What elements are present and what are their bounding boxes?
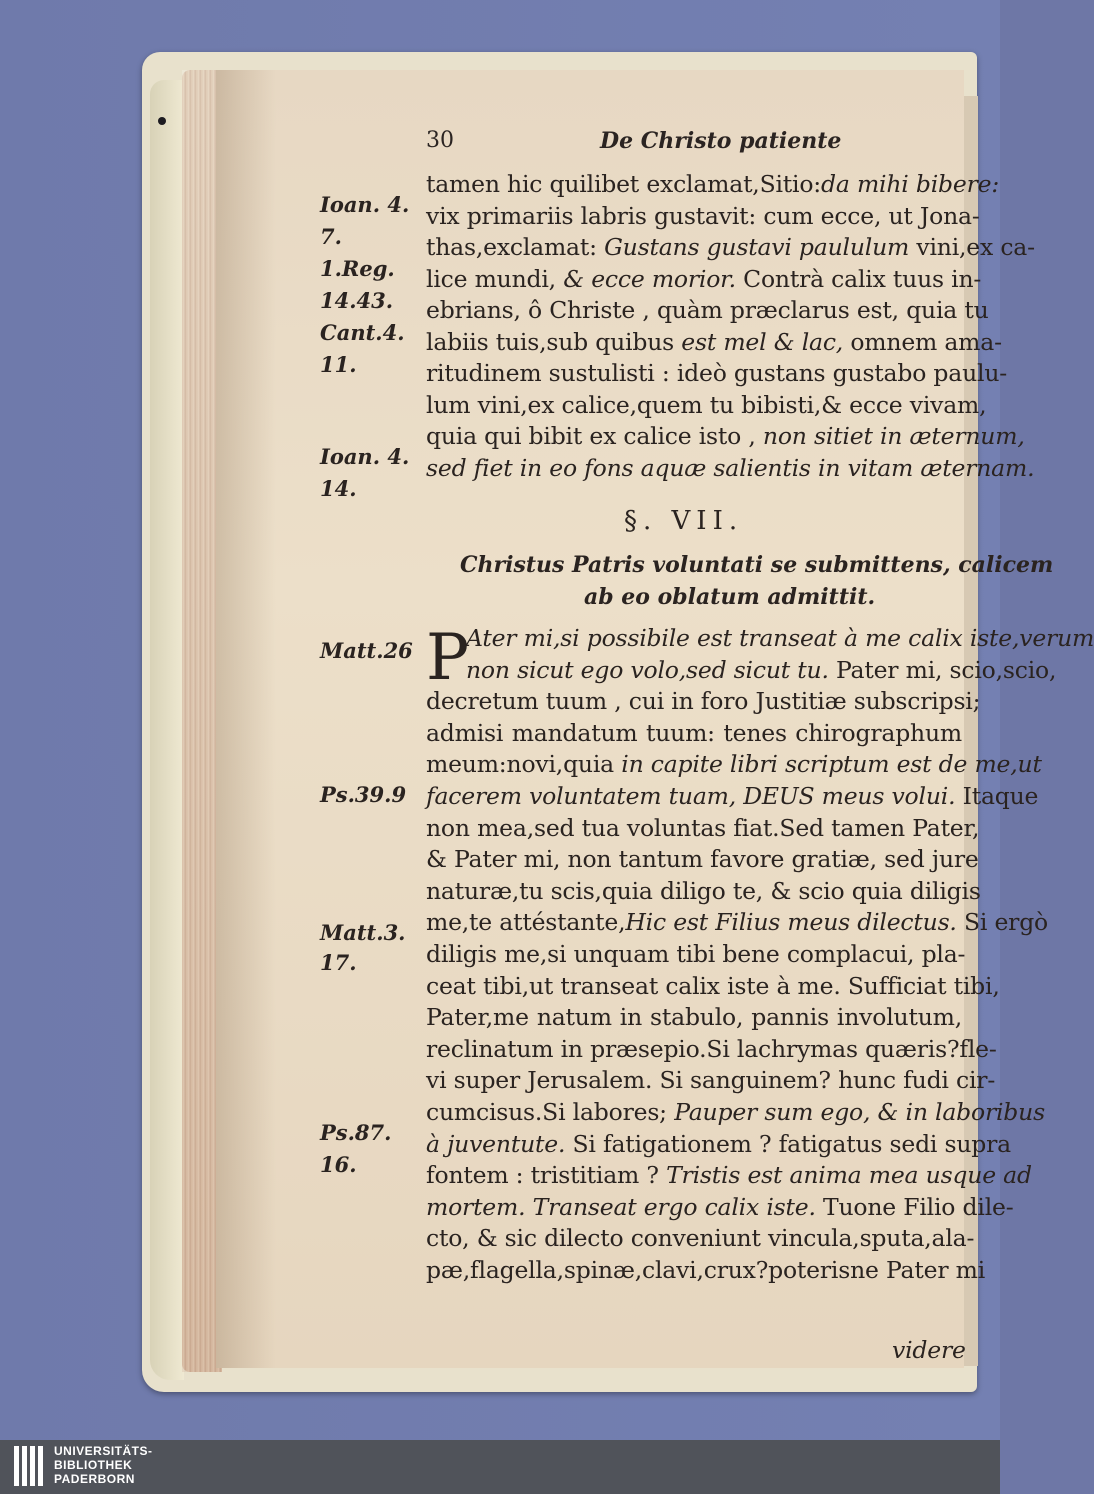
text-segment: & ecce morior. (563, 264, 736, 293)
text-segment: admisi mandatum tuum: tenes chirographum (426, 718, 962, 747)
text-segment: Ater mi,si possibile est transeat à me calix iste,verum (466, 624, 1094, 652)
text-segment: à juventute. (426, 1129, 566, 1158)
text-line (426, 908, 1049, 937)
text-segment: Tristis est anima mea usque ad (666, 1161, 1032, 1190)
text-segment: diligis me,si unquam tibi bene complacui, pla- (426, 940, 966, 968)
logo-text-line-3: PADERBORN (54, 1472, 135, 1486)
text-segment: est mel & lac, (681, 327, 844, 356)
text-line (426, 1003, 962, 1031)
margin-reference: 1.Reg. (320, 256, 395, 281)
text-line (426, 1066, 996, 1095)
text-segment: Pater,me natum in stabulo, pannis involutum, (426, 1003, 962, 1032)
section-subtitle-line-1: Christus Patris voluntati se submittens, calicem (460, 552, 1054, 578)
margin-reference: Ioan. 4. (320, 192, 410, 217)
text-line (426, 359, 1007, 387)
text-line (426, 1098, 1045, 1126)
margin-reference: 14. (320, 476, 357, 501)
text-segment: me,te attéstante, (426, 908, 626, 937)
text-segment: Hic est Filius meus dilectus. (625, 908, 957, 937)
text-segment: vix primariis labris gustavit: cum ecce, ut Jona- (426, 201, 980, 230)
text-segment: reclinatum in præsepio.Si lachrymas quæris?fle- (426, 1034, 997, 1063)
library-logo-icon (14, 1446, 44, 1486)
text-segment: cto, & sic dilecto conveniunt vincula,sputa,ala- (426, 1224, 975, 1253)
margin-reference: Matt.26 (320, 638, 413, 663)
text-segment: Gustans gustavi paululum (604, 233, 910, 261)
text-segment: omnem ama- (843, 327, 1002, 356)
text-segment: thas,exclamat: (426, 233, 605, 261)
text-segment: Pater mi, scio,scio, (828, 655, 1057, 684)
margin-reference: 14.43. (320, 288, 394, 313)
margin-reference: 7. (320, 224, 342, 249)
text-line (426, 687, 981, 716)
margin-reference: Ioan. 4. (320, 444, 410, 469)
text-segment: lice mundi, (426, 264, 564, 293)
gutter-shadow (216, 70, 276, 1368)
text-segment: in capite libri scriptum est de me,ut (621, 750, 1042, 779)
text-line (426, 876, 981, 905)
page-number: 30 (426, 128, 454, 153)
text-line (426, 170, 1000, 198)
text-line (426, 971, 1000, 1000)
logo-text-line-2: BIBLIOTHEK (54, 1458, 133, 1472)
text-line (426, 1129, 1011, 1158)
text-segment: da mihi bibere: (821, 170, 1000, 198)
text-segment: Pauper sum ego, & in laboribus (674, 1098, 1045, 1126)
text-line (466, 655, 1057, 684)
text-line (426, 201, 980, 230)
text-segment: Contrà calix tuus in- (735, 264, 982, 293)
drop-capital: P (426, 621, 470, 695)
text-segment: ritudinem sustulisti : ideò gustans gustabo paulu- (426, 359, 1007, 387)
margin-reference: Ps.87. (320, 1120, 392, 1145)
margin-reference: Matt.3. (320, 920, 406, 945)
text-line (426, 390, 987, 419)
margin-reference: Ps.39.9 (320, 782, 407, 807)
text-segment: Si fatigationem ? fatigatus sedi supra (565, 1129, 1011, 1158)
text-segment: non mea,sed tua voluntas fiat.Sed tamen Pater, (426, 813, 980, 842)
logo-text-line-1: UNIVERSITÄTS- (54, 1444, 153, 1458)
text-segment: Tuone Filio dile- (815, 1192, 1014, 1221)
text-line (426, 1161, 1032, 1190)
text-line (426, 845, 979, 874)
text-line (426, 422, 1025, 450)
margin-reference: Cant.4. (320, 320, 405, 345)
text-segment: quia qui bibit ex calice isto , (426, 422, 763, 450)
margin-reference: 17. (320, 950, 357, 975)
text-segment: meum:novi,quia (426, 750, 622, 779)
text-line (426, 782, 1039, 810)
text-segment: non sitiet in æternum, (762, 422, 1025, 450)
text-line (426, 233, 1035, 261)
text-line (426, 1034, 997, 1063)
text-line (426, 940, 966, 968)
text-segment: & Pater mi, non tantum favore gratiæ, sed jure (426, 845, 979, 874)
text-segment: non sicut ego volo,sed sicut tu. (466, 655, 829, 684)
text-line (426, 719, 962, 747)
running-title: De Christo patiente (600, 128, 842, 154)
text-line (426, 1192, 1014, 1221)
text-segment: lum vini,ex calice,quem tu bibisti,& ecce vivam, (426, 390, 987, 419)
text-line (426, 813, 980, 842)
text-segment: decretum tuum , cui in foro Justitiæ subscripsi; (426, 687, 981, 716)
section-heading: §. VII. (624, 506, 744, 536)
text-line (426, 327, 1002, 356)
text-segment: labiis tuis,sub quibus (426, 327, 682, 356)
text-line (426, 296, 989, 324)
section-subtitle-line-2: ab eo oblatum admittit. (584, 584, 876, 610)
binding-nail-icon (158, 117, 166, 125)
text-line (426, 750, 1042, 779)
text-line (466, 624, 1094, 652)
text-line (426, 454, 1034, 482)
text-segment: vini,ex ca- (909, 233, 1035, 261)
text-segment: vi super Jerusalem. Si sanguinem? hunc fudi cir- (426, 1066, 996, 1095)
margin-reference: 11. (320, 352, 357, 377)
text-segment: mortem. Transeat ergo calix iste. (426, 1192, 816, 1221)
text-segment: pæ,flagella,spinæ,clavi,crux?poterisne Pater mi (426, 1256, 986, 1284)
text-line (426, 1224, 975, 1253)
margin-reference: 16. (320, 1152, 357, 1177)
text-line (426, 264, 982, 293)
text-segment: tamen hic quilibet exclamat,Sitio: (426, 170, 822, 198)
text-segment: Si ergò (956, 908, 1049, 937)
text-line (426, 1256, 986, 1284)
text-segment: fontem : tristitiam ? (426, 1161, 667, 1190)
text-segment: ebrians, ô Christe , quàm præclarus est, quia tu (426, 296, 989, 324)
text-segment: cumcisus.Si labores; (426, 1098, 675, 1126)
vellum-binding (150, 80, 184, 1380)
text-segment: ceat tibi,ut transeat calix iste à me. Sufficiat tibi, (426, 971, 1000, 1000)
text-segment: facerem voluntatem tuam, DEUS meus volui. (426, 782, 956, 810)
text-segment: Itaque (955, 782, 1039, 810)
text-segment: sed fiet in eo fons aquæ salientis in vitam æternam. (426, 453, 1035, 482)
text-segment: naturæ,tu scis,quia diligo te, & scio quia diligis (426, 876, 981, 905)
